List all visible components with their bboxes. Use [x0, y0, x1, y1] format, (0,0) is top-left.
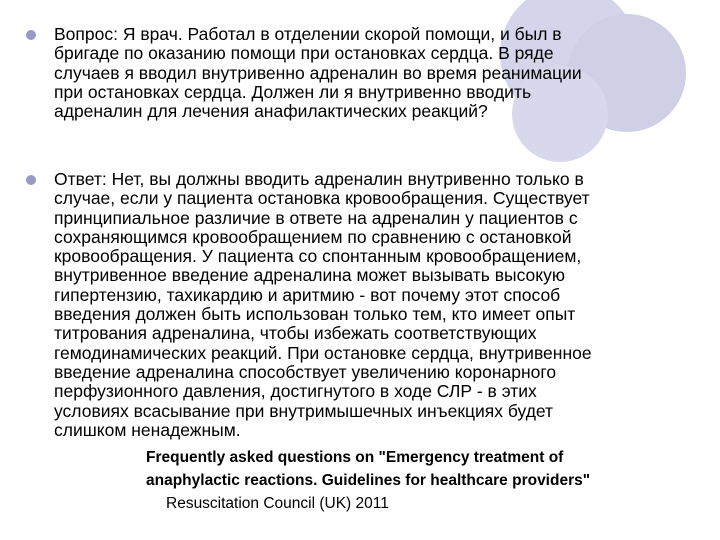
citation	[146, 446, 716, 515]
bullet-dot-icon	[26, 30, 36, 40]
bullet-dot-icon	[26, 175, 36, 185]
answer-text: Ответ: Нет, вы должны вводить адреналин внутривенно только в случае, если у пациента остановка кровообращения. Существует принципиальное различие в ответе на адреналин у пациентов с сохраняющимся кровообращением по сравнению с остановкой кровообращения. У пациента со спонтанным кровообращением, внутривенное введение адреналина может вызывать высокую гипертензию, тахикардию и аритмию - вот почему этот способ введения должен быть использован только тем, кто имеет опыт титрования адреналина, чтобы избежать соответствующих гемодинамических реакций. При остановке сердца, внутривенное введение адреналина способствует увеличению коронарного перфузионного давления, достигнутого в ходе СЛР - в этих условиях всасывание при внутримышечных инъекциях будет слишком ненадежным.	[54, 169, 592, 440]
citation-source: Resuscitation Council (UK) 2011	[166, 495, 389, 512]
answer-bullet	[26, 170, 676, 440]
question-bullet	[26, 25, 676, 121]
question-text: Вопрос: Я врач. Работал в отделении скорой помощи, и был в бригаде по оказанию помощи при остановках сердца. В ряде случаев я вводил внутривенно адреналин во время реанимации при остановках сердца. Должен ли я внутривенно вводить адреналин для лечения анафилактических реакций?	[54, 24, 582, 122]
citation-title: Frequently asked questions on "Emergency treatment of anaphylactic reactions. Guidelines for healthcare providers"	[146, 449, 591, 489]
